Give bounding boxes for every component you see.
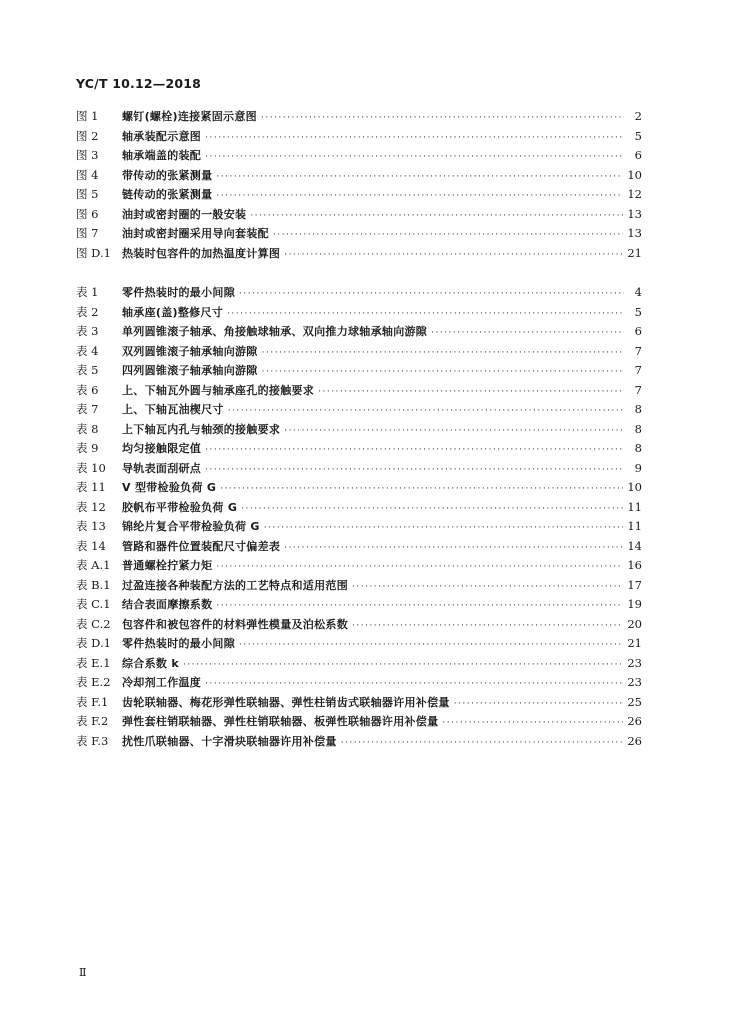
figure-entry[interactable] [76, 206, 642, 226]
entry-title: 油封或密封圈的一般安装 [122, 207, 247, 221]
table-entry[interactable] [76, 733, 642, 753]
entry-title: 油封或密封圈采用导向套装配 [122, 227, 269, 240]
entry-title: 包容件和被包容件的材料弹性模量及泊松系数 [122, 617, 348, 631]
dot-leader [205, 679, 623, 689]
table-index-list [76, 284, 642, 752]
dot-leader [261, 113, 624, 123]
entry-title: 综合系数 k [122, 656, 179, 670]
entry-title: 普通螺栓拧紧力矩 [122, 559, 213, 572]
table-entry[interactable] [76, 577, 642, 597]
entry-title: 管路和器件位置装配尺寸偏差表 [122, 539, 281, 553]
table-entry[interactable] [76, 421, 642, 441]
dot-leader [241, 504, 623, 514]
table-entry[interactable] [76, 518, 642, 538]
dot-leader [284, 250, 623, 260]
entry-number: 表 3 [76, 324, 99, 338]
dot-leader [264, 523, 624, 533]
table-entry[interactable] [76, 694, 642, 714]
entry-number: 表 C.1 [76, 597, 111, 611]
entry-title: 齿轮联轴器、梅花形弹性联轴器、弹性柱销齿式联轴器许用补偿量 [122, 695, 450, 709]
entry-title: 上下轴瓦内孔与轴颈的接触要求 [122, 422, 281, 436]
entry-title: 螺钉(螺栓)连接紧固示意图 [122, 110, 257, 123]
entry-number: 图 7 [76, 226, 99, 240]
dot-leader [205, 152, 624, 162]
dot-leader [239, 640, 623, 650]
entry-number: 表 13 [76, 519, 106, 533]
entry-page-number: 21 [627, 636, 642, 650]
entry-number: 表 D.1 [76, 636, 111, 650]
page-number-footer: Ⅱ [79, 966, 87, 979]
dot-leader [216, 191, 623, 201]
entry-title: 零件热装时的最小间隙 [122, 286, 235, 299]
entry-number: 图 4 [76, 167, 99, 182]
entry-page-number: 6 [634, 324, 642, 338]
dot-leader [216, 601, 623, 611]
entry-page-number: 10 [627, 480, 642, 494]
entry-page-number: 20 [627, 616, 642, 631]
entry-number: 表 1 [76, 285, 99, 299]
entry-number: 表 E.2 [76, 675, 111, 689]
entry-title: 锦纶片复合平带检验负荷 G [122, 520, 260, 533]
entry-title: 导轨表面刮研点 [122, 461, 202, 475]
table-entry[interactable] [76, 382, 642, 402]
dot-leader [220, 484, 623, 494]
table-entry[interactable] [76, 713, 642, 733]
entry-title: 结合表面摩擦系数 [122, 598, 213, 611]
figure-entry[interactable] [76, 167, 642, 187]
entry-number: 表 9 [76, 441, 99, 455]
table-entry[interactable] [76, 674, 642, 694]
entry-page-number: 6 [634, 148, 642, 162]
entry-page-number: 8 [634, 421, 642, 436]
dot-leader [205, 445, 624, 455]
table-entry[interactable] [76, 538, 642, 558]
dot-leader [454, 699, 624, 709]
dot-leader [205, 133, 624, 143]
entry-page-number: 11 [627, 499, 642, 514]
figure-entry[interactable] [76, 225, 642, 245]
entry-page-number: 12 [627, 187, 642, 201]
dot-leader [273, 230, 623, 240]
entry-title: 四列圆锥滚子轴承轴向游隙 [122, 364, 258, 377]
dot-leader [250, 211, 623, 221]
entry-page-number: 25 [627, 694, 642, 709]
table-entry[interactable] [76, 655, 642, 675]
dot-leader [352, 621, 623, 631]
table-entry[interactable] [76, 499, 642, 519]
entry-page-number: 10 [627, 167, 642, 182]
table-entry[interactable] [76, 440, 642, 460]
entry-number: 表 4 [76, 343, 99, 358]
entry-number: 表 2 [76, 304, 99, 319]
entry-page-number: 13 [627, 206, 642, 221]
entry-number: 表 8 [76, 421, 99, 436]
entry-page-number: 26 [627, 733, 642, 748]
entry-title: 链传动的张紧测量 [122, 188, 213, 201]
entry-number: 图 6 [76, 206, 99, 221]
dot-leader [284, 543, 623, 553]
entry-number: 表 14 [76, 538, 106, 553]
dot-leader [205, 465, 624, 475]
dot-leader [352, 582, 623, 592]
entry-page-number: 9 [634, 460, 642, 475]
figure-entry[interactable] [76, 245, 642, 265]
entry-page-number: 26 [627, 714, 642, 728]
entry-number: 表 F.2 [76, 714, 109, 728]
figure-entry[interactable] [76, 147, 642, 167]
table-entry[interactable] [76, 635, 642, 655]
entry-number: 表 C.2 [76, 616, 111, 631]
figure-entry[interactable] [76, 186, 642, 206]
figure-entry[interactable] [76, 128, 642, 148]
table-entry[interactable] [76, 479, 642, 499]
entry-page-number: 7 [634, 343, 642, 358]
entry-number: 表 E.1 [76, 655, 111, 670]
table-entry[interactable] [76, 284, 642, 304]
entry-number: 表 6 [76, 382, 99, 397]
entry-number: 图 5 [76, 187, 99, 201]
entry-page-number: 19 [627, 597, 642, 611]
entry-page-number: 14 [627, 538, 642, 553]
entry-title: 轴承端盖的装配 [122, 149, 202, 162]
entry-page-number: 5 [634, 304, 642, 319]
entry-page-number: 11 [627, 519, 642, 533]
entry-page-number: 8 [634, 441, 642, 455]
entry-number: 表 F.1 [76, 694, 109, 709]
dot-leader [442, 718, 623, 728]
entry-page-number: 17 [627, 577, 642, 592]
entry-number: 图 D.1 [76, 245, 111, 260]
dot-leader [341, 738, 624, 748]
dot-leader [262, 348, 624, 358]
entry-title: 轴承装配示意图 [122, 129, 202, 143]
table-entry[interactable] [76, 343, 642, 363]
entry-title: 冷却剂工作温度 [122, 676, 202, 689]
entry-page-number: 21 [627, 245, 642, 260]
entry-number: 表 10 [76, 460, 106, 475]
dot-leader [216, 172, 623, 182]
entry-page-number: 13 [627, 226, 642, 240]
dot-leader [318, 387, 624, 397]
entry-title: V 型带检验负荷 G [122, 481, 217, 494]
entry-page-number: 5 [634, 128, 642, 143]
entry-title: 上、下轴瓦外圆与轴承座孔的接触要求 [122, 383, 315, 397]
entry-number: 表 11 [76, 480, 106, 494]
entry-page-number: 16 [627, 558, 642, 572]
table-entry[interactable] [76, 557, 642, 577]
entry-title: 均匀接触限定值 [122, 442, 202, 455]
table-entry[interactable] [76, 323, 642, 343]
table-entry[interactable] [76, 616, 642, 636]
entry-title: 上、下轴瓦油楔尺寸 [122, 403, 224, 416]
table-entry[interactable] [76, 401, 642, 421]
entry-title: 扰性爪联轴器、十字滑块联轴器许用补偿量 [122, 734, 337, 748]
entry-number: 图 1 [76, 109, 99, 123]
dot-leader [227, 309, 624, 319]
table-entry[interactable] [76, 596, 642, 616]
dot-leader [431, 328, 624, 338]
figure-entry[interactable] [76, 108, 642, 128]
entry-title: 热装时包容件的加热温度计算图 [122, 246, 281, 260]
entry-page-number: 23 [627, 655, 642, 670]
entry-page-number: 7 [634, 382, 642, 397]
entry-number: 表 B.1 [76, 577, 111, 592]
entry-page-number: 8 [634, 402, 642, 416]
entry-number: 图 3 [76, 148, 99, 162]
dot-leader [239, 289, 624, 299]
entry-title: 零件热装时的最小间隙 [122, 637, 235, 650]
dot-leader [183, 660, 623, 670]
entry-page-number: 4 [634, 285, 642, 299]
entry-page-number: 23 [627, 675, 642, 689]
entry-title: 胶帆布平带检验负荷 G [122, 500, 238, 514]
dot-leader [262, 367, 624, 377]
entry-title: 轴承座(盖)整修尺寸 [122, 305, 224, 319]
entry-page-number: 2 [634, 109, 642, 123]
table-entry[interactable] [76, 362, 642, 382]
entry-page-number: 7 [634, 363, 642, 377]
dot-leader [284, 426, 624, 436]
dot-leader [216, 562, 623, 572]
entry-title: 双列圆锥滚子轴承轴向游隙 [122, 344, 258, 358]
entry-number: 表 7 [76, 402, 99, 416]
entry-number: 表 12 [76, 499, 106, 514]
table-entry[interactable] [76, 460, 642, 480]
entry-title: 弹性套柱销联轴器、弹性柱销联轴器、板弹性联轴器许用补偿量 [122, 715, 439, 728]
dot-leader [228, 406, 624, 416]
entry-number: 表 5 [76, 363, 99, 377]
entry-number: 图 2 [76, 128, 99, 143]
document-id-header: YC/T 10.12—2018 [76, 76, 202, 91]
figure-index-list [76, 108, 642, 264]
entry-number: 表 A.1 [76, 558, 111, 572]
entry-title: 过盈连接各种装配方法的工艺特点和适用范围 [122, 578, 348, 592]
entry-title: 单列圆锥滚子轴承、角接触球轴承、双向推力球轴承轴向游隙 [122, 325, 428, 338]
table-entry[interactable] [76, 304, 642, 324]
entry-title: 带传动的张紧测量 [122, 168, 213, 182]
entry-number: 表 F.3 [76, 733, 109, 748]
